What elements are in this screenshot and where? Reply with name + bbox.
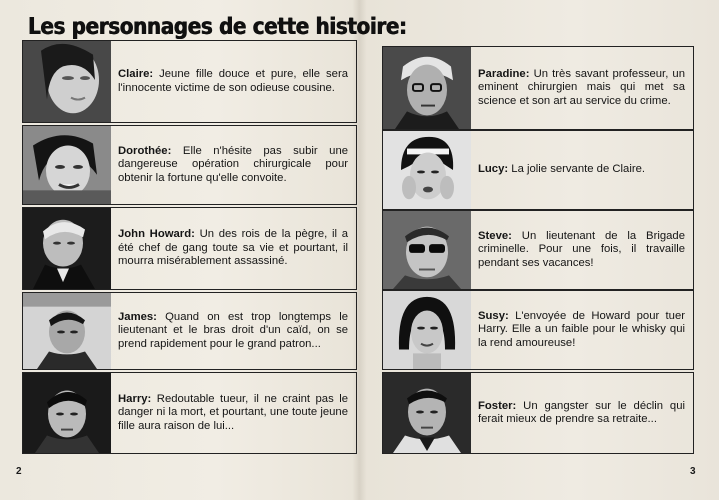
portrait-photo-dorothee [23,126,111,204]
character-name: Susy: [478,309,509,322]
character-name: Dorothée: [118,144,172,157]
character-card-dorothee [22,125,357,205]
character-description: La jolie servante de Claire. [511,163,646,176]
portrait-photo-claire [23,41,111,122]
character-name: James: [118,310,157,323]
portrait-photo-john-howard [23,208,111,289]
character-description: Redoutable tueur, il ne craint pas le danger ni la mort, et pourtant, une toute jeune fille aura raison de lui... [118,392,348,432]
character-card-claire [22,40,357,123]
character-card-james [22,292,357,370]
portrait-photo-susy [383,291,471,369]
character-card-paradine [382,46,694,130]
character-card-susy [382,290,694,370]
character-description: L'envoyée de Howard pour tuer Harry. Elle a un faible pour le whisky qui la rend amoureuse! [478,309,686,349]
character-card-john-howard [22,207,357,290]
character-description: Un gangster sur le déclin qui ferait mieux de prendre sa retraite... [478,399,685,425]
character-name: Claire: [118,68,154,80]
character-description: Un très savant professeur, un eminent chirurgien mais qui met sa science et son art au service du crime. [478,67,685,107]
character-card-lucy [382,130,694,210]
right-page-number: 3 [690,466,696,477]
character-name: Paradine: [478,67,530,80]
character-description: Quand on est trop longtemps le lieutenant et le bras droit d'un caïd, on se prend rapidement pour le grand patron... [118,310,348,350]
character-card-steve [382,210,694,290]
character-description: Elle n'hésite pas subir une dangereuse opération chirurgicale pour obtenir la fortune qu'elle convoite. [118,144,349,184]
character-name: Harry: [118,392,152,405]
character-description: Jeune fille douce et pure, elle sera l'innocente victime de son odieuse cousine. [118,68,349,94]
portrait-photo-lucy [383,131,471,209]
character-card-foster [382,372,694,454]
character-description: Un lieutenant de la Brigade criminelle. Pour une fois, il travaille pendant ses vacances! [478,229,685,269]
portrait-photo-steve [383,211,471,289]
portrait-photo-james [23,293,111,369]
character-name: Lucy: [478,163,509,176]
character-name: Foster: [478,399,517,412]
character-card-harry [22,372,357,454]
character-name: Steve: [478,229,512,242]
portrait-photo-paradine [383,47,471,129]
character-name: John Howard: [118,228,195,241]
left-page-number: 2 [16,466,22,477]
portrait-photo-harry [23,373,111,453]
character-description: Un des rois de la pègre, il a été chef de gang toute sa vie et pourtant, il mourra misérablement assassiné. [118,228,349,268]
page-title: Les personnages de cette histoire: [28,14,407,40]
portrait-photo-foster [383,373,471,453]
